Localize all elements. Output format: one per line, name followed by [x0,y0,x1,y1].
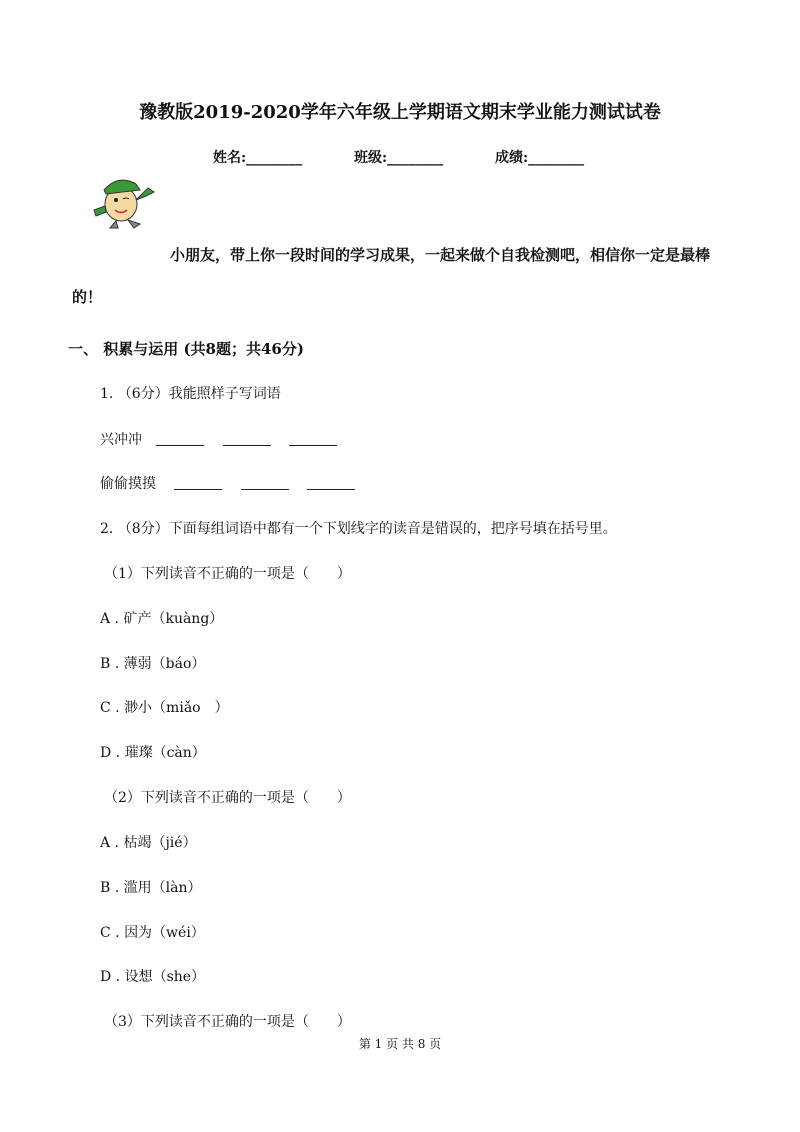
question-2-stem: 2. （8分）下面每组词语中都有一个下划线字的读音是错误的，把序号填在括号里。 [100,521,617,537]
page-title: 豫教版2019-2020学年六年级上学期语文期末学业能力测试试卷 [139,102,661,123]
answer-blank[interactable] [156,431,204,446]
question-1-stem: 1. （6分）我能照样子写词语 [100,386,281,402]
mascot-illustration [88,170,158,230]
option-b[interactable]: B . 薄弱（báo） [100,656,206,672]
section-heading: 一、 积累与运用 (共8题；共46分) [68,340,304,358]
answer-blank[interactable] [223,431,271,446]
option-b[interactable]: B . 滥用（làn） [100,880,202,896]
sub-question-2-prompt: （2）下列读音不正确的一项是（ ） [104,790,351,806]
name-field-label: 姓名:________ [213,150,303,166]
option-a[interactable]: A . 矿产（kuàng） [100,611,224,627]
option-a[interactable]: A . 枯竭（jié） [100,835,197,851]
option-c[interactable]: C . 因为（wéi） [100,925,205,941]
example-word: 兴冲冲 [100,432,142,448]
page-footer: 第 1 页 共 8 页 [358,1037,442,1051]
example-word: 偷偷摸摸 [100,476,156,492]
answer-blank[interactable] [174,475,222,490]
sub-question-3-prompt: （3）下列读音不正确的一项是（ ） [104,1014,351,1030]
sub-question-1-prompt: （1）下列读音不正确的一项是（ ） [104,566,351,582]
answer-blank[interactable] [241,475,289,490]
class-field-label: 班级:________ [354,150,444,166]
score-field-label: 成绩:________ [495,150,585,166]
question-1-row-1 [100,429,337,449]
intro-line-1: 小朋友，带上你一段时间的学习成果，一起来做个自我检测吧，相信你一定是最棒 [170,246,711,264]
option-c[interactable]: C . 渺小（miǎo ） [100,700,229,716]
answer-blank[interactable] [307,475,355,490]
option-d[interactable]: D . 设想（she） [100,969,206,985]
intro-line-2: 的！ [72,288,103,306]
option-d[interactable]: D . 璀璨（càn） [100,745,206,761]
answer-blank[interactable] [289,431,337,446]
question-1-row-2 [100,473,355,493]
